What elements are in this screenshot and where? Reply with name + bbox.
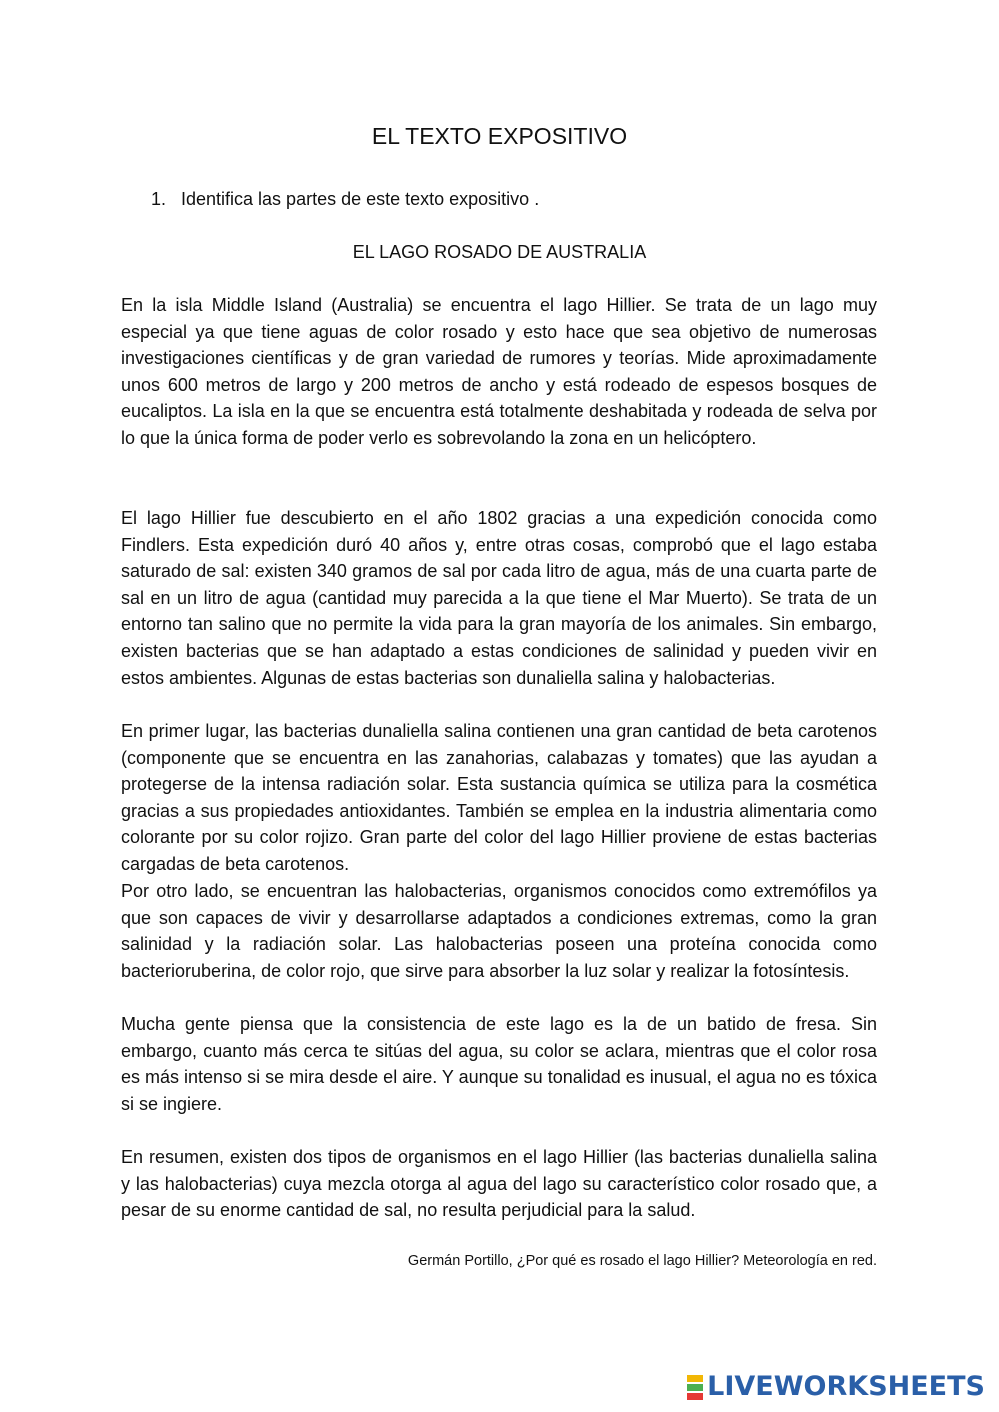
page-title: EL TEXTO EXPOSITIVO bbox=[371, 123, 628, 149]
instruction-number: 1. bbox=[151, 189, 167, 209]
logo-block bbox=[687, 1393, 703, 1400]
logo-text: LIVEWORKSHEETS bbox=[707, 1371, 985, 1402]
paragraph-discovery: El lago Hillier fue descubierto en el año 1802 gracias a una expedición conocida como Findlers. Esta expedición duró 40 años y, entre otras cosas, comprobó que el lago estaba saturado de sal: existen 340 gramos de sal por cada litro de agua, más de una cuarta parte de sal en un litro de agua (cantidad muy parecida a la que tiene el Mar Muerto). Se trata de un entorno tan salino que no permite la vida para la gran mayoría de los animales. Sin embargo, existen bacterias que se han adaptado a estas condiciones de salinidad y pueden vivir en estos ambientes. Algunas de estas bacterias son dunaliella salina y halobacterias. bbox=[121, 508, 877, 688]
paragraph-introduction: En la isla Middle Island (Australia) se encuentra el lago Hillier. Se trata de un lago muy especial ya que tiene aguas de color rosado y esto hace que sea objetivo de numerosas investigaciones científicas y de gran variedad de rumores y teorías. Mide aproximadamente unos 600 metros de largo y 200 metros de ancho y está rodeado de espesos bosques de eucaliptos. La isla en la que se encuentra está totalmente deshabitada y rodeada de selva por lo que la única forma de poder verlo es sobrevolando la zona en un helicóptero. bbox=[121, 295, 877, 448]
logo-blocks-icon bbox=[687, 1374, 703, 1401]
instruction-item bbox=[151, 186, 539, 212]
source-citation: Germán Portillo, ¿Por qué es rosado el lago Hillier? Meteorología en red. bbox=[407, 1253, 877, 1269]
article-title: EL LAGO ROSADO DE AUSTRALIA bbox=[352, 242, 647, 262]
paragraph-halobacteria: Por otro lado, se encuentran las halobacterias, organismos conocidos como extremófilos ya que son capaces de vivir y desarrollarse adaptados a condiciones extremas, como la gran salinidad y la radiación solar. Las halobacterias poseen una proteína conocida como bacterioruberina, de color rojo, que sirve para absorber la luz solar y realizar la fotosíntesis. bbox=[121, 881, 877, 981]
logo-block bbox=[687, 1375, 703, 1382]
paragraph-dunaliella: En primer lugar, las bacterias dunaliella salina contienen una gran cantidad de beta carotenos (componente que se encuentra en las zanahorias, calabazas y tomates) que las ayudan a protegerse de la intensa radiación solar. Esta sustancia química se utiliza para la cosmética gracias a sus propiedades antioxidantes. También se emplea en la industria alimentaria como colorante por su color rojizo. Gran parte del color del lago Hillier proviene de estas bacterias cargadas de beta carotenos. bbox=[121, 721, 877, 874]
liveworksheets-logo[interactable] bbox=[687, 1372, 985, 1402]
logo-block bbox=[687, 1384, 703, 1391]
paragraph-consistency: Mucha gente piensa que la consistencia de este lago es la de un batido de fresa. Sin embargo, cuanto más cerca te sitúas del agua, su color se aclara, mientras que el color rosa es más intenso si se mira desde el aire. Y aunque su tonalidad es inusual, el agua no es tóxica si se ingiere. bbox=[121, 1014, 877, 1114]
instruction-text: Identifica las partes de este texto expositivo . bbox=[181, 189, 540, 209]
paragraph-conclusion: En resumen, existen dos tipos de organismos en el lago Hillier (las bacterias dunaliella salina y las halobacterias) cuya mezcla otorga al agua del lago su característico color rosado que, a pesar de su enorme cantidad de sal, no resulta perjudicial para la salud. bbox=[121, 1147, 877, 1221]
